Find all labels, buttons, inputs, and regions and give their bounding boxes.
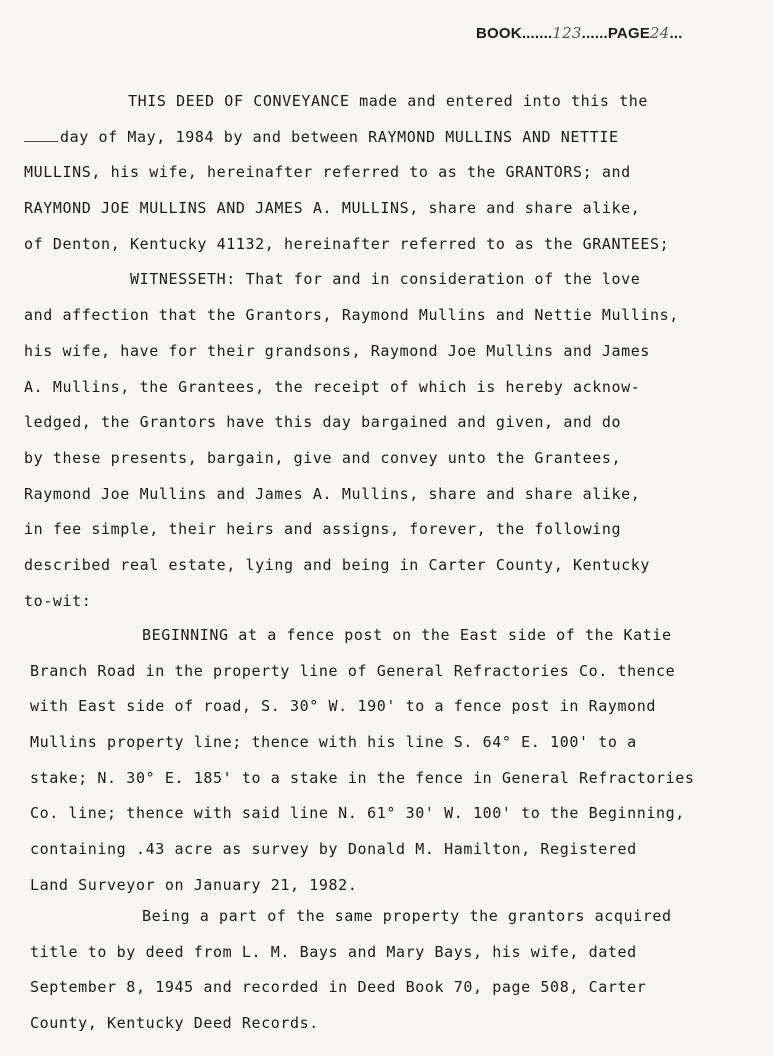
text-line: Raymond Joe Mullins and James A. Mullins, share and share alike,: [24, 484, 641, 503]
text-line: ledged, the Grantors have this day bargained and given, and do: [24, 413, 622, 432]
text-line: by these presents, bargain, give and convey unto the Grantees,: [24, 448, 622, 467]
text-line: THIS DEED OF CONVEYANCE made and entered into this the: [128, 92, 649, 110]
text-line: and affection that the Grantors, Raymond Mullins and Nettie Mullins,: [24, 306, 679, 325]
text-line: day of May, 1984 by and between RAYMOND MULLINS AND NETTIE: [60, 127, 619, 146]
deed-paragraph-2: [30, 618, 770, 904]
page-dots: ...: [669, 25, 683, 42]
text-line: his wife, have for their grandsons, Raymond Joe Mullins and James: [24, 341, 650, 360]
text-line: County, Kentucky Deed Records.: [30, 1014, 319, 1033]
book-number: 123: [552, 24, 582, 42]
page-label: PAGE: [607, 25, 651, 42]
text-line: Land Surveyor on January 21, 1982.: [30, 875, 358, 894]
text-line: with East side of road, S. 30° W. 190' to a fence post in Raymond: [30, 697, 656, 716]
text-line: September 8, 1945 and recorded in Deed Book 70, page 508, Carter: [30, 978, 647, 997]
page-number: 24: [650, 24, 670, 42]
text-line: described real estate, lying and being in Carter County, Kentucky: [24, 555, 650, 574]
text-line: containing .43 acre as survey by Donald M. Hamilton, Registered: [30, 840, 637, 859]
deed-paragraph-1: [24, 84, 764, 619]
book-page-header: [476, 24, 683, 42]
text-line: Co. line; thence with said line N. 61° 30' W. 100' to the Beginning,: [30, 804, 685, 823]
book-dots: .......: [521, 25, 553, 42]
text-line: RAYMOND JOE MULLINS AND JAMES A. MULLINS, share and share alike,: [24, 199, 641, 218]
day-blank: [24, 127, 58, 142]
book-dots-2: ......: [581, 25, 608, 42]
text-line: to-wit:: [24, 591, 92, 610]
deed-paragraph-3: [30, 898, 770, 1041]
book-label: BOOK: [476, 25, 522, 42]
text-line: BEGINNING at a fence post on the East side of the Katie: [142, 626, 672, 644]
text-line-with-blank: [24, 120, 764, 156]
text-line: A. Mullins, the Grantees, the receipt of which is hereby acknow-: [24, 377, 641, 396]
text-line: of Denton, Kentucky 41132, hereinafter referred to as the GRANTEES;: [24, 234, 670, 253]
text-line: Being a part of the same property the grantors acquired: [142, 907, 672, 925]
text-line: MULLINS, his wife, hereinafter referred to as the GRANTORS; and: [24, 163, 631, 182]
text-line: WITNESSETH: That for and in consideration of the love: [130, 270, 641, 289]
text-line: Branch Road in the property line of General Refractories Co. thence: [30, 661, 676, 680]
text-line: title to by deed from L. M. Bays and Mary Bays, his wife, dated: [30, 942, 637, 961]
text-line: in fee simple, their heirs and assigns, forever, the following: [24, 520, 622, 539]
text-line: stake; N. 30° E. 185' to a stake in the fence in General Refractories: [30, 768, 695, 787]
text-line: Mullins property line; thence with his line S. 64° E. 100' to a: [30, 733, 637, 752]
